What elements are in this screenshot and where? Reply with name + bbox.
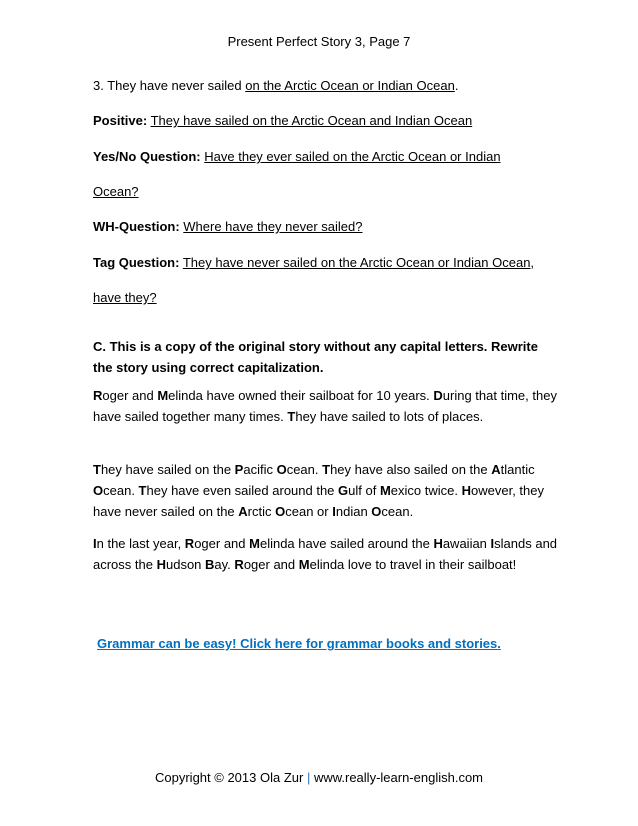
positive-text: They have sailed on the Arctic Ocean and Indian Ocean xyxy=(150,113,473,128)
tag-line xyxy=(93,255,534,270)
yesno-line-2 xyxy=(93,184,139,199)
item-3-sentence: 3. They have never sailed on the Arctic Ocean or Indian Ocean. xyxy=(93,78,459,93)
story-paragraph-1: Roger and Melinda have owned their sailboat for 10 years. During that time, they have sailed together many times. They have sailed to lots of places. xyxy=(93,388,557,424)
tag-text-cont: have they? xyxy=(93,290,157,305)
yesno-text-cont: Ocean? xyxy=(93,184,139,199)
page-header: Present Perfect Story 3, Page 7 xyxy=(227,34,411,49)
tag-text: They have never sailed on the Arctic Ocean or Indian Ocean, xyxy=(182,255,535,270)
story-paragraph-3: In the last year, Roger and Melinda have sailed around the Hawaiian Islands and across the Hudson Bay. Roger and Melinda love to travel in their sailboat! xyxy=(93,536,558,572)
tag-label: Tag Question: xyxy=(93,255,180,270)
website-text: www.really-learn-english.com xyxy=(310,770,483,785)
footer-separator: | xyxy=(306,770,311,785)
section-c-instructions: C. This is a copy of the original story without any capital letters. Rewrite the story using correct capitalization. xyxy=(93,339,538,375)
yesno-line xyxy=(93,149,501,164)
copyright-text: Copyright © 2013 Ola Zur xyxy=(155,770,307,785)
positive-line xyxy=(93,113,472,128)
page-footer xyxy=(0,770,638,785)
wh-line xyxy=(93,219,363,234)
wh-text: Where have they never sailed? xyxy=(183,219,363,234)
positive-label: Positive: xyxy=(93,113,148,128)
wh-label: WH-Question: xyxy=(93,219,180,234)
underlined-phrase: on the Arctic Ocean or Indian Ocean xyxy=(245,78,455,93)
yesno-label: Yes/No Question: xyxy=(93,149,201,164)
yesno-text: Have they ever sailed on the Arctic Ocean or Indian xyxy=(204,149,501,164)
tag-line-2 xyxy=(93,290,157,305)
grammar-books-link[interactable]: Grammar can be easy! Click here for grammar books and stories. xyxy=(97,636,501,651)
story-paragraph-2: They have sailed on the Pacific Ocean. They have also sailed on the Atlantic Ocean. They have even sailed around the Gulf of Mexico twice. However, they have never sailed on the Arctic Ocean or Indian Ocean. xyxy=(93,462,544,519)
